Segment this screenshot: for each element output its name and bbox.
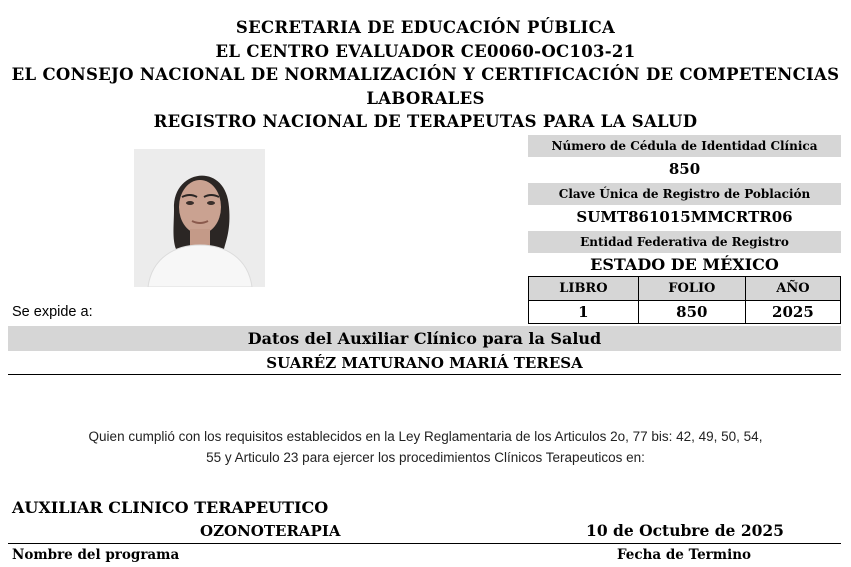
person-name: SUARÉZ MATURANO MARIÁ TERESA <box>266 354 583 372</box>
programa-label: Nombre del programa <box>12 547 180 563</box>
entidad-label: Entidad Federativa de Registro <box>528 231 841 253</box>
expide-label: Se expide a: <box>12 304 93 320</box>
curp-value: SUMT861015MMCRTR06 <box>576 208 793 226</box>
folio-value: 850 <box>638 301 745 324</box>
anio-value: 2025 <box>745 301 840 324</box>
libro-header: LIBRO <box>529 277 639 301</box>
registro-table <box>528 276 841 324</box>
folio-header: FOLIO <box>638 277 745 301</box>
person-photo-image <box>134 149 265 287</box>
requisitos-line-1: Quien cumplió con los requisitos establecidos en la Ley Reglamentaria de los Articulos 2o, 77 bis: 42, 49, 50, 54, <box>88 429 763 444</box>
header-line-centro: EL CENTRO EVALUADOR CE0060-OC103-21 <box>215 41 636 61</box>
libro-value: 1 <box>529 301 639 324</box>
anio-header: AÑO <box>745 277 840 301</box>
name-divider <box>8 374 841 375</box>
header-line-consejo: EL CONSEJO NACIONAL DE NORMALIZACIÓN Y CERTIFICACIÓN DE COMPETENCIAS <box>11 65 840 84</box>
header-line-registro: REGISTRO NACIONAL DE TERAPEUTAS PARA LA SALUD <box>153 112 698 131</box>
registro-header-row <box>529 277 841 301</box>
especialidad-name: OZONOTERAPIA <box>200 522 341 540</box>
fecha-termino-value: 10 de Octubre de 2025 <box>586 521 784 540</box>
cedula-value: 850 <box>668 160 701 178</box>
fecha-termino-label: Fecha de Termino <box>616 547 752 563</box>
programa-name: AUXILIAR CLINICO TERAPEUTICO <box>12 498 329 517</box>
document-header <box>0 16 851 134</box>
curp-label: Clave Única de Registro de Población <box>528 183 841 205</box>
entidad-value: ESTADO DE MÉXICO <box>590 255 779 274</box>
requisitos-text <box>14 426 837 468</box>
header-line-sep: SECRETARIA DE EDUCACIÓN PÚBLICA <box>235 18 616 37</box>
datos-title: Datos del Auxiliar Clínico para la Salud <box>8 326 841 351</box>
requisitos-line-2: 55 y Articulo 23 para ejercer los procedimientos Clínicos Terapeuticos en: <box>206 450 645 465</box>
person-photo <box>134 149 265 287</box>
footer-divider <box>8 543 841 544</box>
cedula-label: Número de Cédula de Identidad Clínica <box>528 135 841 157</box>
header-line-laborales: LABORALES <box>366 88 485 108</box>
registro-values-row <box>529 301 841 324</box>
